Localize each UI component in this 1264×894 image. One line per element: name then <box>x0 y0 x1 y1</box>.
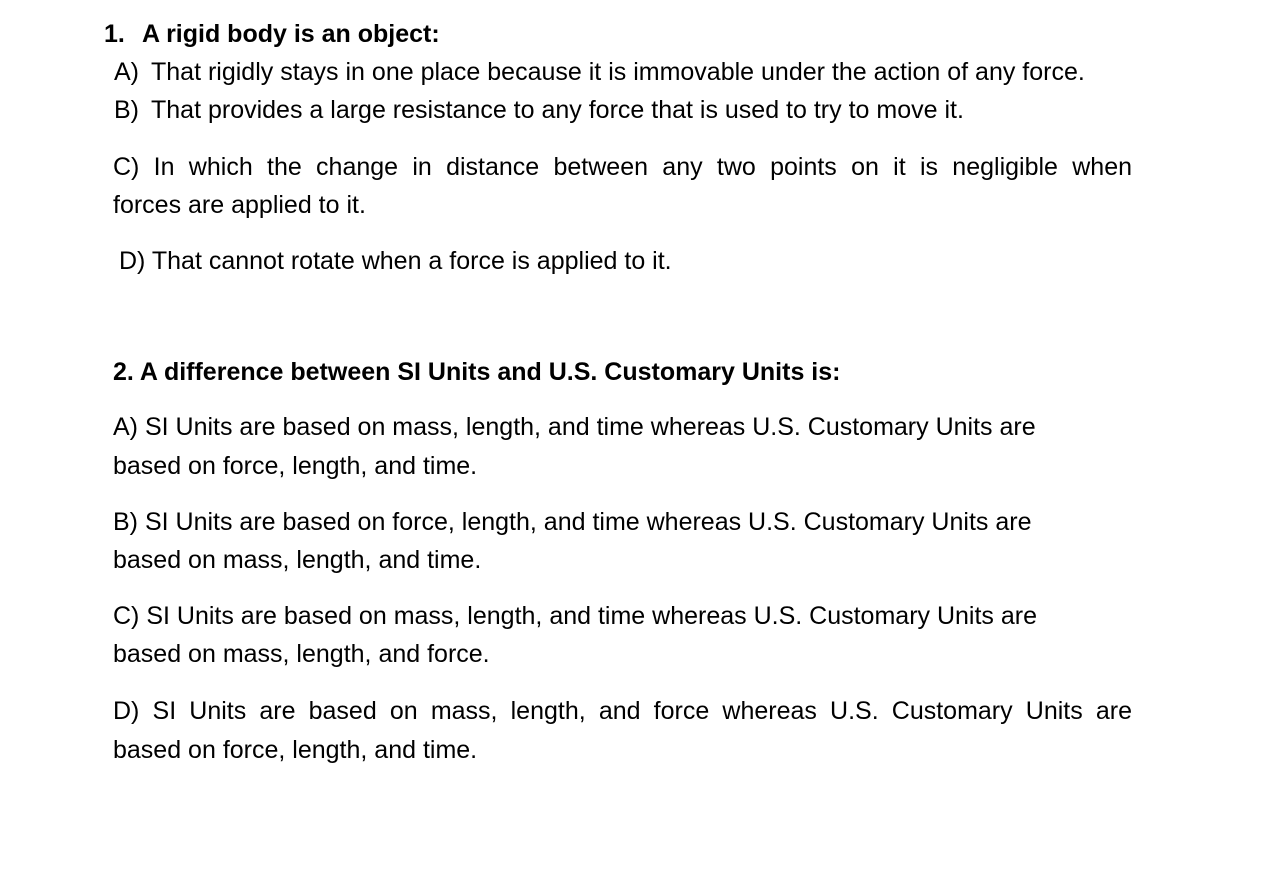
question-1-option-b <box>114 91 964 129</box>
question-2-option-d-line-2: based on force, length, and time. <box>113 736 478 764</box>
question-1-heading <box>104 15 440 53</box>
option-label: B) <box>114 96 139 124</box>
option-text: That rigidly stays in one place because it is immovable under the action of any force. <box>151 58 1085 86</box>
question-2-option-c-line-1: C) SI Units are based on mass, length, and time whereas U.S. Customary Units are <box>113 602 1037 630</box>
question-1-option-c-line-2: forces are applied to it. <box>113 191 366 219</box>
question-2-option-d-line-1: D) SI Units are based on mass, length, and force whereas U.S. Customary Units are <box>113 697 1132 725</box>
question-1-option-c-line-1: C) In which the change in distance between any two points on it is negligible when <box>113 153 1132 181</box>
question-1-text: A rigid body is an object: <box>142 20 440 48</box>
option-text: That provides a large resistance to any force that is used to try to move it. <box>151 96 964 124</box>
question-2-option-a-line-2: based on force, length, and time. <box>113 452 478 480</box>
option-label: A) <box>114 58 139 86</box>
question-2-option-c-line-2: based on mass, length, and force. <box>113 640 490 668</box>
question-1-number: 1. <box>104 20 125 48</box>
question-2-option-a-line-1: A) SI Units are based on mass, length, and time whereas U.S. Customary Units are <box>113 413 1036 441</box>
question-1-option-d: D) That cannot rotate when a force is applied to it. <box>119 247 672 275</box>
question-2-option-b-line-1: B) SI Units are based on force, length, and time whereas U.S. Customary Units are <box>113 508 1032 536</box>
question-2-heading: 2. A difference between SI Units and U.S. Customary Units is: <box>113 358 841 386</box>
question-1-option-a <box>114 53 1085 91</box>
question-2-option-b-line-2: based on mass, length, and time. <box>113 546 482 574</box>
